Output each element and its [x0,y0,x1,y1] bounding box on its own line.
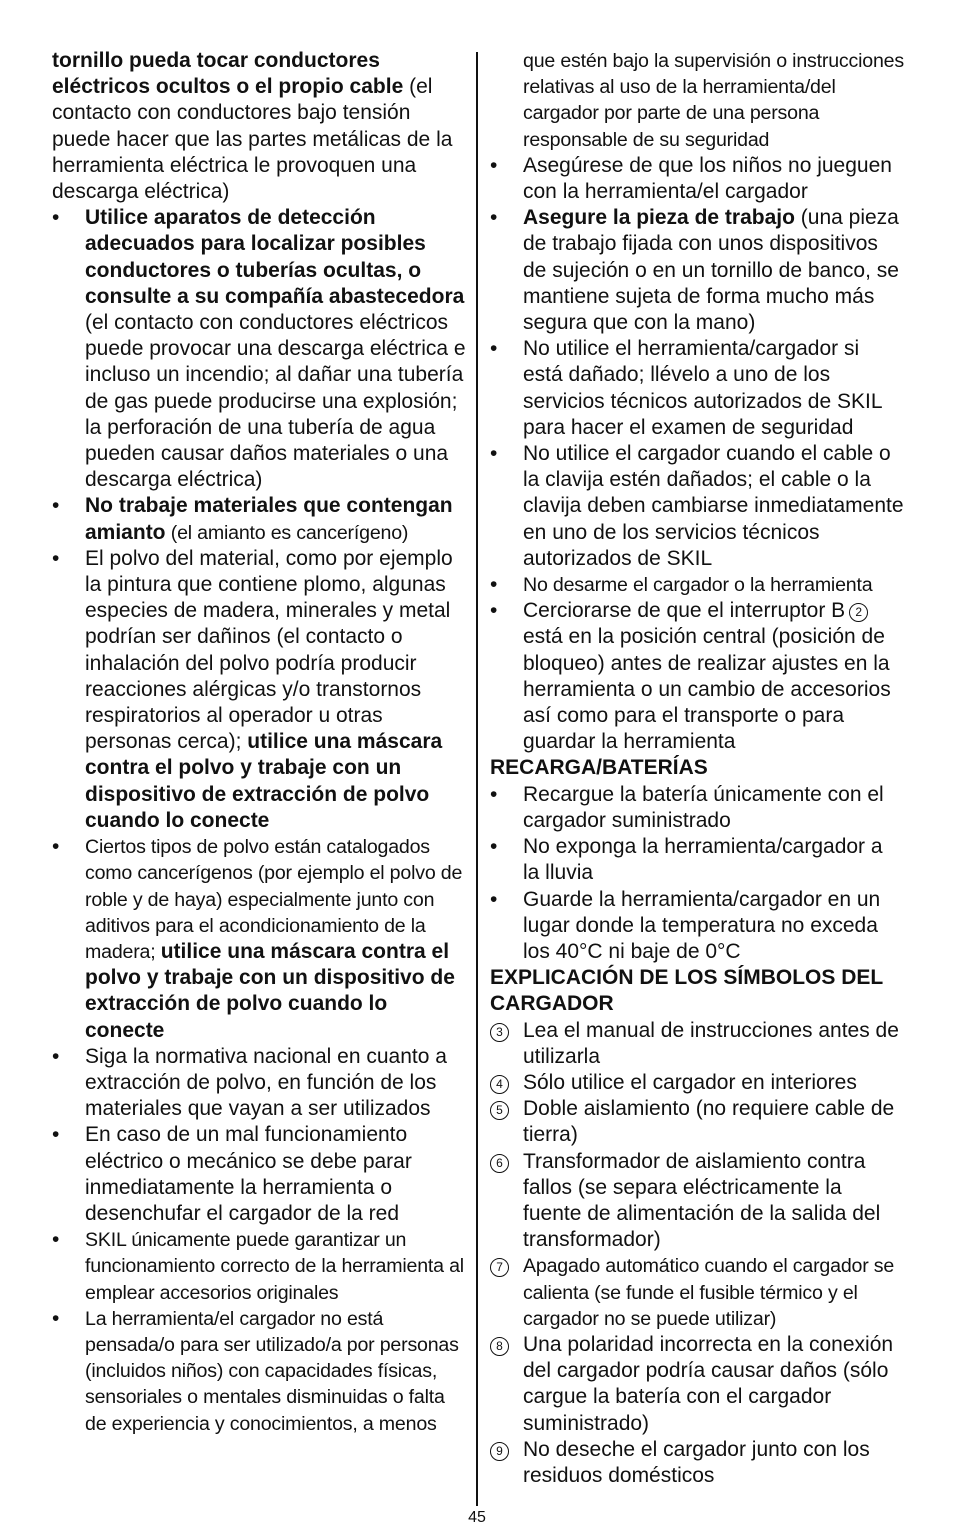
symbol-number: 9 [490,1442,509,1461]
section-heading-recarga: RECARGA/BATERÍAS [490,756,708,780]
item-text: (una pieza de trabajo fijada con unos dispositivos de sujeción o en un tornillo de banco, se mantiene sujeta de forma mucho más segura que con la mano) [523,206,899,335]
item-text: Ciertos tipos de polvo están catalogados como cancerígenos (por ejemplo el polvo de roble y de haya) especialmente junto con aditivos para el acondicionamiento de la madera; [85,836,463,963]
list-item [490,598,904,755]
bullet-icon: • [52,546,60,570]
right-column [490,48,904,1489]
bullet-icon: • [490,887,498,911]
item-text: Transformador de aislamiento contra fallos (se separa eléctricamente la fuente de alimentación de la salida del transformador) [523,1149,881,1252]
bullet-icon: • [490,442,498,466]
list-item [52,834,466,1044]
item-bold-text: No trabaje materiales que contengan amianto [85,494,453,544]
list-item [490,441,904,572]
intro-bold-text: tornillo pueda tocar conductores eléctricos ocultos o el propio cable [52,49,404,99]
item-text: No desarme el cargador o la herramienta [523,574,873,597]
list-item [490,153,904,205]
list-item [490,782,904,834]
bullet-icon: • [52,1123,60,1147]
list-item [52,205,466,493]
symbol-item [490,1253,904,1332]
bullet-icon: • [490,573,498,597]
bullet-icon: • [490,835,498,859]
symbol-number: 8 [490,1337,509,1356]
item-text: Doble aislamiento (no requiere cable de tierra) [523,1097,895,1147]
list-item [490,572,904,598]
item-bold-text: Asegure la pieza de trabajo [523,206,795,230]
item-text: En caso de un mal funcionamiento eléctrico o mecánico se debe parar inmediatamente la herramienta o desenchufar el cargador de la red [85,1123,412,1225]
item-bold-text: utilice una máscara contra el polvo y trabaje con un dispositivo de extracción de polvo cuando lo conecte [85,939,455,1042]
item-text: Guarde la herramienta/cargador en un lugar donde la temperatura no exceda los 40°C ni baje de 0°C [523,887,881,963]
item-text: No utilice el herramienta/cargador si está dañado; llévelo a uno de los servicios técnicos autorizados de SKIL para hacer el examen de seguridad [523,337,882,439]
item-text: Sólo utilice el cargador en interiores [523,1070,857,1094]
intro-text: (el contacto con conductores bajo tensión puede hacer que las partes metálicas de la herramienta eléctrica le provoquen una descarga eléctrica) [52,75,453,204]
symbol-number: 7 [490,1258,509,1277]
item-text: que estén bajo la supervisión o instrucciones relativas al uso de la herramienta/del cargador por parte de una persona responsable de su seguridad [523,50,904,151]
list-item [490,205,904,336]
column-divider [476,52,478,1506]
item-text: No exponga la herramienta/cargador a la lluvia [523,835,883,885]
item-text: No deseche el cargador junto con los residuos domésticos [523,1437,870,1487]
list-item [52,1122,466,1227]
bullet-icon: • [52,1044,60,1068]
bullet-icon: • [490,206,498,230]
bullet-icon: • [52,206,60,230]
list-item [490,834,904,886]
bullet-icon: • [52,1306,60,1330]
item-text: Asegúrese de que los niños no jueguen con la herramienta/el cargador [523,153,892,204]
list-item [52,1306,466,1437]
item-text: Recargue la batería únicamente con el cargador suministrado [523,782,884,832]
symbol-number: 4 [490,1075,509,1094]
item-text: El polvo del material, como por ejemplo la pintura que contiene plomo, algunas especies de madera, minerales y metal podrían ser dañinos (el contacto o inhalación del polvo podría producir reacciones alérgicas y/o transtornos respiratorios al operador u otras personas cerca); [85,546,453,754]
item-text: (el contacto con conductores eléctricos puede provocar una descarga eléctrica e incluso un incendio; al dañar una tubería de gas puede producirse una explosión; la perforación de una tubería de agua pueden causar daños materiales o una descarga eléctrica) [85,311,466,492]
left-column [52,48,466,1437]
bullet-icon: • [490,337,498,361]
item-text: (el amianto es cancerígeno) [165,521,409,544]
bullet-icon: • [490,599,498,623]
symbol-number: 6 [490,1154,509,1173]
bullet-icon: • [490,153,498,177]
continuation-text [490,48,904,153]
item-text: Siga la normativa nacional en cuanto a extracción de polvo, en función de los materiales que vayan a ser utilizados [85,1044,447,1121]
item-text: Cerciorarse de que el interruptor B [523,599,846,623]
item-text: Lea el manual de instrucciones antes de utilizarla [523,1018,899,1068]
list-item [52,546,466,834]
item-text: La herramienta/el cargador no está pensada/o para ser utilizado/a por personas (incluidos niños) con capacidades físicas, sensoriales o mentales disminuidas o falta de experiencia y conocimientos, a menos [85,1307,459,1435]
list-item [52,1227,466,1306]
list-item [52,1044,466,1123]
item-bold-text: Utilice aparatos de detección adecuados para localizar posibles conductores o tuberías ocultas, o consulte a su compañía abastecedora [85,206,465,308]
bullet-icon: • [52,835,60,859]
symbol-item [490,1070,904,1096]
switch-reference-number: 2 [849,603,868,622]
symbol-item [490,1149,904,1254]
item-text: Una polaridad incorrecta en la conexión del cargador podría causar daños (sólo cargue la batería con el cargador suministrado) [523,1332,894,1435]
list-item [490,336,904,441]
symbol-item [490,1437,904,1489]
symbol-item [490,1096,904,1148]
list-item [490,887,904,966]
bullet-icon: • [490,782,498,806]
item-text: SKIL únicamente puede garantizar un funcionamiento correcto de la herramienta al emplear accesorios originales [85,1229,464,1304]
symbol-number: 5 [490,1101,509,1120]
symbol-number: 3 [490,1023,509,1042]
list-item [52,493,466,545]
symbol-item [490,1332,904,1437]
section-heading-simbolos: EXPLICACIÓN DE LOS SÍMBOLOS DEL CARGADOR [490,966,883,1016]
bullet-icon: • [52,494,60,518]
intro-paragraph [52,48,466,205]
item-text: está en la posición central (posición de bloqueo) antes de realizar ajustes en la herramienta o un cambio de accesorios así como para el transporte o para guardar la herramienta [523,625,891,754]
item-text: No utilice el cargador cuando el cable o la clavija estén dañados; el cable o la clavija deben cambiarse inmediatamente en uno de los servicios técnicos autorizados de SKIL [523,442,904,570]
bullet-icon: • [52,1228,60,1252]
item-text: Apagado automático cuando el cargador se calienta (se funde el fusible térmico y el cargador no se puede utilizar) [523,1255,895,1330]
symbol-item [490,1018,904,1070]
page-number: 45 [468,1509,486,1526]
item-bold-text: utilice una máscara contra el polvo y trabaje con un dispositivo de extracción de polvo cuando lo conecte [85,730,443,832]
